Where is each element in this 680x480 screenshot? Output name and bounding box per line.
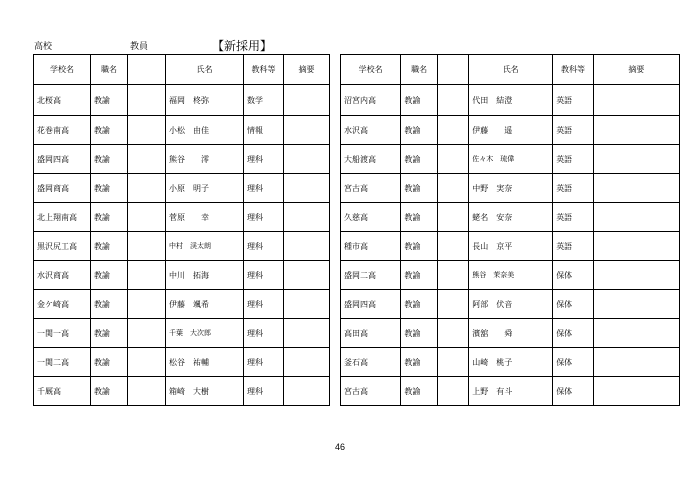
subject-cell: 英語 — [553, 116, 594, 145]
column-header-name: 氏名 — [166, 55, 244, 85]
school-cell: 一関一高 — [34, 319, 91, 348]
column-header-position: 職名 — [401, 55, 438, 85]
subject-cell: 英語 — [553, 174, 594, 203]
table-row — [34, 290, 330, 319]
school-cell: 水沢高 — [341, 116, 401, 145]
blank-cell — [128, 232, 166, 261]
remarks-cell — [284, 232, 330, 261]
subject-cell: 理科 — [244, 290, 284, 319]
remarks-cell — [593, 319, 679, 348]
school-cell: 盛岡二高 — [341, 261, 401, 290]
position-cell: 教諭 — [91, 290, 128, 319]
table-header-row — [341, 55, 680, 85]
page-number: 46 — [334, 442, 345, 452]
right-roster-table — [340, 54, 680, 406]
subject-cell: 保体 — [553, 290, 594, 319]
column-header-subject: 教科等 — [553, 55, 594, 85]
subject-cell: 理科 — [244, 145, 284, 174]
remarks-cell — [593, 232, 679, 261]
column-header-school: 学校名 — [341, 55, 401, 85]
position-cell: 教諭 — [401, 174, 438, 203]
table-row — [34, 85, 330, 116]
table-row — [34, 377, 330, 406]
remarks-cell — [593, 290, 679, 319]
remarks-cell — [593, 116, 679, 145]
table-row — [34, 116, 330, 145]
position-cell: 教諭 — [401, 261, 438, 290]
right-table-body — [341, 85, 680, 406]
subject-cell: 理科 — [244, 377, 284, 406]
subject-cell: 理科 — [244, 232, 284, 261]
position-cell: 教諭 — [91, 116, 128, 145]
position-cell: 教諭 — [91, 261, 128, 290]
school-cell: 釜石高 — [341, 348, 401, 377]
name-cell: 小原 明子 — [166, 174, 244, 203]
subject-cell: 理科 — [244, 203, 284, 232]
remarks-cell — [593, 348, 679, 377]
position-cell: 教諭 — [91, 85, 128, 116]
subject-cell: 保体 — [553, 377, 594, 406]
column-header-school: 学校名 — [34, 55, 91, 85]
position-cell: 教諭 — [401, 145, 438, 174]
school-label: 高校 — [34, 42, 53, 52]
blank-cell — [437, 85, 468, 116]
subject-cell: 理科 — [244, 348, 284, 377]
table-row — [341, 377, 680, 406]
table-row — [341, 348, 680, 377]
blank-cell — [437, 290, 468, 319]
table-row — [341, 145, 680, 174]
position-cell: 教諭 — [91, 348, 128, 377]
position-cell: 教諭 — [401, 348, 438, 377]
name-cell: 松谷 祐輔 — [166, 348, 244, 377]
name-cell: 小松 由佳 — [166, 116, 244, 145]
blank-cell — [128, 145, 166, 174]
subject-cell: 理科 — [244, 174, 284, 203]
table-row — [34, 174, 330, 203]
remarks-cell — [593, 85, 679, 116]
remarks-cell — [593, 203, 679, 232]
school-cell: 盛岡四高 — [341, 290, 401, 319]
table-row — [341, 174, 680, 203]
blank-cell — [437, 116, 468, 145]
table-row — [341, 261, 680, 290]
left-roster-table — [33, 54, 330, 406]
subject-cell: 英語 — [553, 85, 594, 116]
table-row — [34, 145, 330, 174]
name-cell: 伊藤 颯希 — [166, 290, 244, 319]
remarks-cell — [593, 174, 679, 203]
blank-cell — [437, 203, 468, 232]
position-cell: 教諭 — [401, 116, 438, 145]
blank-cell — [437, 377, 468, 406]
name-cell: 箱崎 大樹 — [166, 377, 244, 406]
table-row — [341, 116, 680, 145]
school-cell: 水沢商高 — [34, 261, 91, 290]
blank-cell — [437, 232, 468, 261]
table-row — [34, 319, 330, 348]
remarks-cell — [284, 85, 330, 116]
name-cell: 山崎 桃子 — [469, 348, 553, 377]
name-cell: 伊藤 遥 — [469, 116, 553, 145]
position-cell: 教諭 — [91, 319, 128, 348]
name-cell: 熊谷 澪 — [166, 145, 244, 174]
staff-label: 教員 — [130, 42, 149, 52]
blank-cell — [128, 116, 166, 145]
school-cell: 花巻南高 — [34, 116, 91, 145]
subject-cell: 保体 — [553, 348, 594, 377]
name-cell: 熊谷 茉奈美 — [469, 261, 553, 290]
school-cell: 種市高 — [341, 232, 401, 261]
column-header-blank — [437, 55, 468, 85]
subject-cell: 英語 — [553, 203, 594, 232]
position-cell: 教諭 — [401, 290, 438, 319]
blank-cell — [437, 174, 468, 203]
position-cell: 教諭 — [91, 232, 128, 261]
name-cell: 濱舘 舜 — [469, 319, 553, 348]
name-cell: 中村 渓太朗 — [166, 232, 244, 261]
school-cell: 一関二高 — [34, 348, 91, 377]
remarks-cell — [284, 116, 330, 145]
subject-cell: 数学 — [244, 85, 284, 116]
subject-cell: 英語 — [553, 145, 594, 174]
position-cell: 教諭 — [401, 377, 438, 406]
position-cell: 教諭 — [91, 145, 128, 174]
name-cell: 上野 有斗 — [469, 377, 553, 406]
column-header-position: 職名 — [91, 55, 128, 85]
blank-cell — [128, 348, 166, 377]
remarks-cell — [284, 145, 330, 174]
blank-cell — [128, 290, 166, 319]
blank-cell — [128, 85, 166, 116]
subject-cell: 保体 — [553, 319, 594, 348]
school-cell: 盛岡商高 — [34, 174, 91, 203]
column-header-remarks: 摘要 — [593, 55, 679, 85]
column-header-name: 氏名 — [469, 55, 553, 85]
table-row — [34, 203, 330, 232]
blank-cell — [437, 145, 468, 174]
subject-cell: 情報 — [244, 116, 284, 145]
table-row — [341, 290, 680, 319]
remarks-cell — [284, 348, 330, 377]
position-cell: 教諭 — [91, 174, 128, 203]
remarks-cell — [593, 145, 679, 174]
school-cell: 宮古高 — [341, 174, 401, 203]
remarks-cell — [284, 319, 330, 348]
name-cell: 福岡 柊弥 — [166, 85, 244, 116]
name-cell: 中川 拓海 — [166, 261, 244, 290]
remarks-cell — [284, 174, 330, 203]
name-cell: 菅原 幸 — [166, 203, 244, 232]
school-cell: 千厩高 — [34, 377, 91, 406]
subject-cell: 理科 — [244, 261, 284, 290]
name-cell: 蛯名 安奈 — [469, 203, 553, 232]
blank-cell — [437, 319, 468, 348]
table-row — [34, 232, 330, 261]
remarks-cell — [284, 377, 330, 406]
subject-cell: 理科 — [244, 319, 284, 348]
table-row — [34, 261, 330, 290]
left-table-body — [34, 85, 330, 406]
column-header-subject: 教科等 — [244, 55, 284, 85]
name-cell: 千葉 大次郎 — [166, 319, 244, 348]
column-header-blank — [128, 55, 166, 85]
table-row — [341, 232, 680, 261]
table-row — [341, 85, 680, 116]
column-header-remarks: 摘要 — [284, 55, 330, 85]
position-cell: 教諭 — [401, 319, 438, 348]
blank-cell — [128, 377, 166, 406]
school-cell: 久慈高 — [341, 203, 401, 232]
name-cell: 中野 実奈 — [469, 174, 553, 203]
position-cell: 教諭 — [91, 203, 128, 232]
school-cell: 盛岡四高 — [34, 145, 91, 174]
position-cell: 教諭 — [91, 377, 128, 406]
category-title: 【新採用】 — [212, 39, 273, 53]
table-row — [341, 203, 680, 232]
subject-cell: 英語 — [553, 232, 594, 261]
remarks-cell — [284, 203, 330, 232]
school-cell: 黒沢尻工高 — [34, 232, 91, 261]
school-cell: 高田高 — [341, 319, 401, 348]
school-cell: 金ケ崎高 — [34, 290, 91, 319]
school-cell: 宮古高 — [341, 377, 401, 406]
table-row — [34, 348, 330, 377]
subject-cell: 保体 — [553, 261, 594, 290]
position-cell: 教諭 — [401, 203, 438, 232]
remarks-cell — [593, 377, 679, 406]
blank-cell — [128, 203, 166, 232]
position-cell: 教諭 — [401, 85, 438, 116]
school-cell: 北桜高 — [34, 85, 91, 116]
blank-cell — [128, 319, 166, 348]
school-cell: 北上翔南高 — [34, 203, 91, 232]
remarks-cell — [284, 261, 330, 290]
school-cell: 大船渡高 — [341, 145, 401, 174]
position-cell: 教諭 — [401, 232, 438, 261]
name-cell: 阿部 伏音 — [469, 290, 553, 319]
name-cell: 代田 結澄 — [469, 85, 553, 116]
remarks-cell — [593, 261, 679, 290]
table-row — [341, 319, 680, 348]
blank-cell — [437, 261, 468, 290]
name-cell: 佐々木 琉偉 — [469, 145, 553, 174]
remarks-cell — [284, 290, 330, 319]
blank-cell — [437, 348, 468, 377]
table-header-row — [34, 55, 330, 85]
blank-cell — [128, 174, 166, 203]
school-cell: 沼宮内高 — [341, 85, 401, 116]
blank-cell — [128, 261, 166, 290]
name-cell: 長山 京平 — [469, 232, 553, 261]
